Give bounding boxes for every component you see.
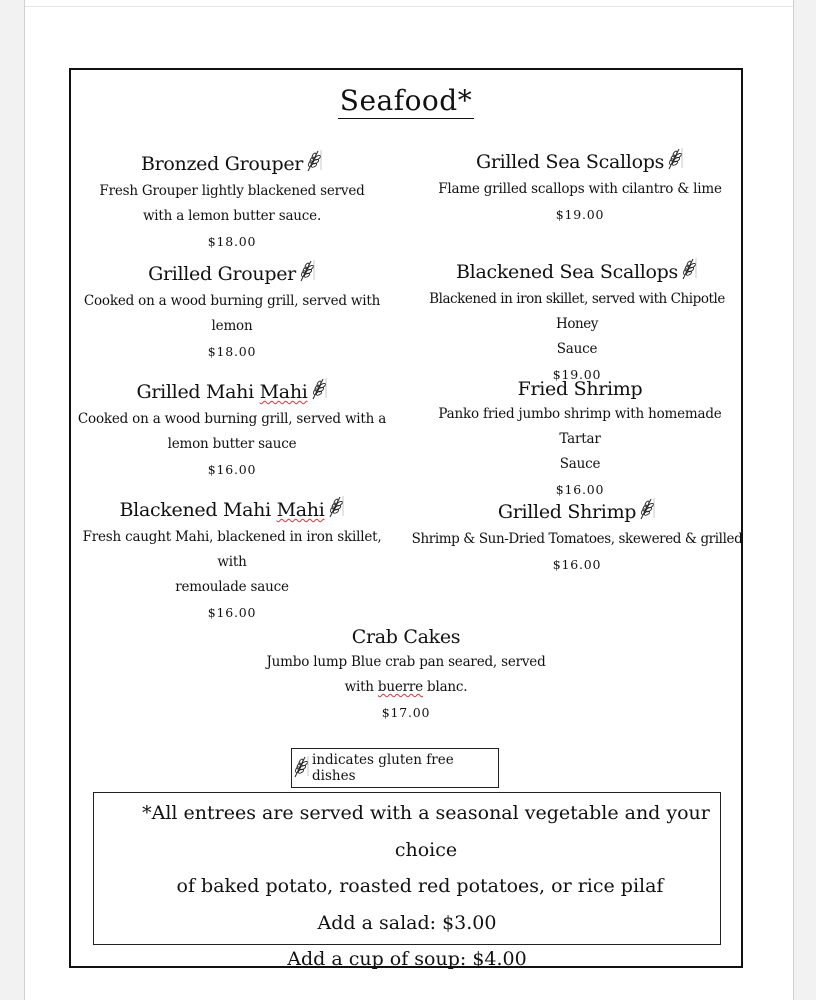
wheat-icon [310, 376, 328, 407]
dish-description-line: lemon [211, 318, 253, 334]
dish-description-line: Fresh caught Mahi, blackened in iron skillet, with [82, 529, 382, 570]
soup-addon: Add a cup of soup: $4.00 [287, 948, 527, 970]
dish-description-line: Sauce [559, 456, 601, 472]
dish-description-line: with a lemon butter sauce. [142, 208, 322, 224]
dish-price: $16.00 [207, 462, 257, 477]
dish-blackened-mahi-mahi [77, 494, 387, 625]
wheat-icon [666, 146, 684, 177]
dish-description-line: remoulade sauce [175, 579, 289, 595]
document-page [24, 0, 794, 1000]
gluten-free-legend-text: indicates gluten free dishes [312, 752, 454, 784]
page-title [71, 84, 741, 117]
wheat-icon [298, 258, 316, 289]
dish-grilled-shrimp [407, 496, 747, 577]
dish-blackened-sea-scallops [407, 256, 747, 387]
dish-description-line: Cooked on a wood burning grill, served with [83, 293, 381, 309]
dish-name: Fried Shrimp [517, 378, 643, 400]
dish-name: Bronzed Grouper [77, 148, 387, 179]
dish-description-line: Shrimp & Sun-Dried Tomatoes, skewered & grilled [411, 531, 743, 547]
dish-fried-shrimp [425, 376, 735, 502]
dish-grilled-sea-scallops [425, 146, 735, 227]
dish-price: $16.00 [552, 557, 602, 572]
dish-description-line: lemon butter sauce [167, 436, 297, 452]
dish-description-line: Panko fried jumbo shrimp with homemade Tartar [438, 406, 722, 447]
dish-grilled-mahi-mahi [77, 376, 387, 482]
dish-price: $18.00 [207, 344, 257, 359]
salad-addon: Add a salad: $3.00 [317, 911, 497, 934]
dish-bronzed-grouper [77, 148, 387, 254]
wheat-icon [327, 494, 345, 525]
dish-price: $18.00 [207, 234, 257, 249]
wheat-icon [305, 148, 323, 179]
menu-frame [69, 68, 743, 968]
dish-crab-cakes [241, 624, 571, 725]
dish-name: Grilled Grouper [77, 258, 387, 289]
wheat-icon [292, 754, 310, 782]
wheat-icon [638, 496, 656, 527]
page-top-edge [25, 0, 793, 7]
dish-price: $17.00 [381, 705, 431, 720]
entree-note-box [93, 792, 721, 970]
dish-description-line: Fresh Grouper lightly blackened served [99, 183, 365, 199]
dish-description-line: Flame grilled scallops with cilantro & lime [438, 181, 722, 197]
dish-price: $19.00 [555, 207, 605, 222]
dish-name: Grilled Sea Scallops [425, 146, 735, 177]
entree-note-line: *All entrees are served with a seasonal vegetable and your choice [142, 802, 710, 861]
wheat-icon [680, 256, 698, 287]
dish-description-line: Jumbo lump Blue crab pan seared, served [266, 654, 546, 670]
dish-name: Blackened Sea Scallops [407, 256, 747, 287]
gluten-free-legend [291, 748, 499, 788]
dish-name: Crab Cakes [351, 626, 461, 648]
dish-description-line: Sauce [556, 341, 598, 357]
dish-name: Grilled Shrimp [407, 496, 747, 527]
dish-price: $19.00 [552, 367, 602, 382]
dish-description-line: Cooked on a wood burning grill, served with a [77, 411, 387, 427]
dish-description-line: Blackened in iron skillet, served with Chipotle Honey [429, 291, 725, 332]
dish-grilled-grouper [77, 258, 387, 364]
dish-price: $16.00 [555, 482, 605, 497]
dish-name: Grilled Mahi Mahi [77, 376, 387, 407]
dish-description-line: with buerre blanc. [344, 679, 468, 695]
title-text: Seafood* [339, 84, 473, 117]
dish-name: Blackened Mahi Mahi [77, 494, 387, 525]
dish-price: $16.00 [207, 605, 257, 620]
entree-note-line: of baked potato, roasted red potatoes, or rice pilaf [176, 875, 664, 897]
